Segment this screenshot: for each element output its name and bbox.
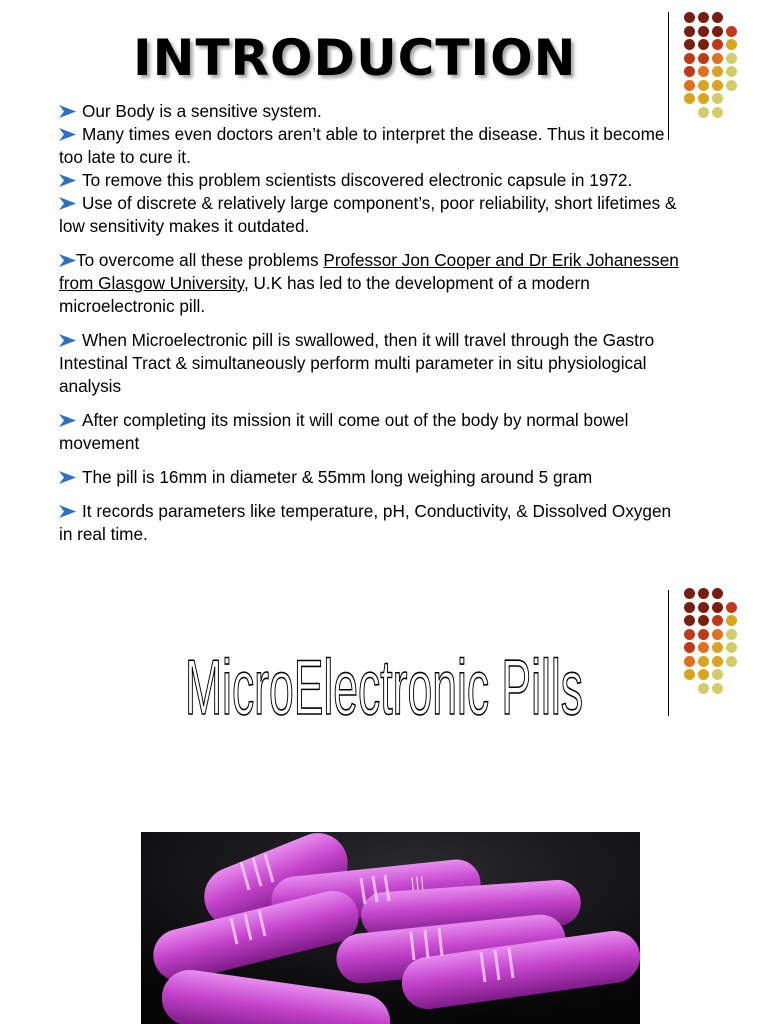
bullet-paragraph: The pill is 16mm in diameter & 55mm long weighing around 5 gram (59, 466, 679, 489)
decorative-dot (698, 656, 709, 667)
decorative-dot (712, 629, 723, 640)
decorative-dot (684, 39, 695, 50)
decorative-dot (712, 656, 723, 667)
decorative-dot (698, 12, 709, 23)
decorative-dot (726, 642, 737, 653)
decorative-dot (698, 669, 709, 680)
decorative-dot (712, 80, 723, 91)
decorative-dot (726, 80, 737, 91)
decorative-dot (726, 39, 737, 50)
decorative-divider (668, 590, 669, 716)
decorative-dot (712, 12, 723, 23)
arrow-bullet-icon (59, 334, 76, 347)
decorative-dot (698, 683, 709, 694)
decorative-dot (712, 602, 723, 613)
decorative-dot (712, 53, 723, 64)
decorative-dot (712, 66, 723, 77)
bullet-paragraph: Many times even doctors aren’t able to interpret the disease. Thus it become too late to cure it. (59, 124, 665, 167)
arrow-bullet-icon (59, 471, 76, 484)
decorative-dot (698, 93, 709, 104)
bullet-paragraph: After completing its mission it will come out of the body by normal bowel movement (59, 410, 629, 453)
bullet-paragraph: When Microelectronic pill is swallowed, then it will travel through the Gastro Intestinal Tract & simultaneously perform multi parameter in situ physiological analysis (59, 330, 655, 396)
svg-text:|||: ||| (409, 874, 426, 893)
bullet-paragraph-overcome: To overcome all these problems Professor Jon Cooper and Dr Erik Johanessen from Glasgow University, U.K has led to the development of a modern microelectronic pill. (59, 250, 679, 316)
page-title: INTRODUCTION (133, 29, 577, 87)
decorative-dot (684, 656, 695, 667)
decorative-dot (684, 669, 695, 680)
decorative-dot (698, 629, 709, 640)
decorative-dot (684, 642, 695, 653)
decorative-dot (726, 615, 737, 626)
researchers-link: Professor Jon Cooper and Dr Erik Johanessen from Glasgow University (59, 250, 679, 293)
decorative-dot (684, 602, 695, 613)
arrow-bullet-icon (59, 128, 76, 141)
decorative-dot (726, 53, 737, 64)
bullet-paragraph: Our Body is a sensitive system. (59, 100, 679, 123)
arrow-bullet-icon (59, 414, 76, 427)
pills-photo (141, 832, 640, 1024)
decorative-dot (684, 80, 695, 91)
decorative-dot (684, 26, 695, 37)
decorative-dot (698, 66, 709, 77)
decorative-dot (684, 66, 695, 77)
decorative-dot (698, 602, 709, 613)
decorative-dot (726, 66, 737, 77)
decorative-dot (684, 53, 695, 64)
decorative-dot (698, 39, 709, 50)
decorative-dot (684, 588, 695, 599)
decorative-dot (684, 629, 695, 640)
arrow-bullet-icon (59, 505, 76, 518)
bullet-paragraph: Use of discrete & relatively large component’s, poor reliability, short lifetimes & low sensitivity makes it outdated. (59, 193, 677, 236)
decorative-dot (712, 93, 723, 104)
decorative-dot (726, 602, 737, 613)
decorative-dot (698, 107, 709, 118)
decorative-dot (712, 39, 723, 50)
decorative-dot (712, 615, 723, 626)
decorative-dot (698, 26, 709, 37)
arrow-bullet-icon (59, 254, 76, 267)
decorative-dot (698, 80, 709, 91)
decorative-dot (684, 12, 695, 23)
decorative-dot (712, 683, 723, 694)
decorative-dot (698, 615, 709, 626)
pills-photo-illustration (141, 832, 640, 1024)
pills-heading (182, 640, 586, 722)
decorative-dot (712, 107, 723, 118)
bullet-paragraph: It records parameters like temperature, pH, Conductivity, & Dissolved Oxygen in real time. (59, 501, 672, 544)
intro-content (59, 100, 679, 546)
decorative-dot (712, 588, 723, 599)
decorative-dot (712, 669, 723, 680)
arrow-bullet-icon (59, 197, 76, 210)
decorative-dot (698, 588, 709, 599)
decorative-dot (684, 615, 695, 626)
arrow-bullet-icon (59, 174, 76, 187)
decorative-dot (684, 93, 695, 104)
bullet-paragraph: To remove this problem scientists discovered electronic capsule in 1972. (59, 169, 679, 192)
decorative-dot (726, 629, 737, 640)
decorative-dot (698, 642, 709, 653)
pills-heading-text: MicroElectronic Pills (185, 643, 583, 722)
decorative-dot (726, 656, 737, 667)
decorative-dot (712, 26, 723, 37)
arrow-bullet-icon (59, 105, 76, 118)
decorative-dot (698, 53, 709, 64)
decorative-dot (726, 26, 737, 37)
decorative-dot (712, 642, 723, 653)
